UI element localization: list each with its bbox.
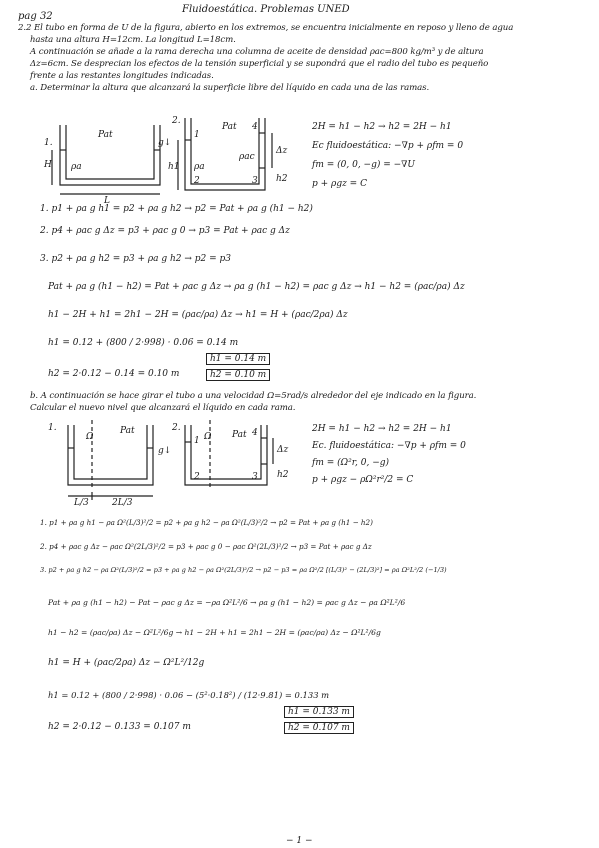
problem-line: 2.2 El tubo en forma de U de la figura, abierto en los extremos, se encuentra inicialmente en reposo y lleno de agua xyxy=(18,23,514,33)
equation: 2. p4 + ρac g Δz = p3 + ρac g 0 → p3 = Pat + ρac g Δz xyxy=(40,226,290,236)
fig-label: Pat xyxy=(98,130,113,140)
fig-label: 1 xyxy=(194,436,200,446)
problem-line: b. A continuación se hace girar el tubo a una velocidad Ω=5rad/s alrededor del eje indicado en la figura. xyxy=(30,391,477,401)
page-number: − 1 − xyxy=(286,836,313,846)
page-label: pag 32 xyxy=(18,11,53,22)
fig-number: 1. xyxy=(48,423,57,433)
fig-label: L/3 xyxy=(74,498,89,508)
fig-label: h2 xyxy=(277,470,289,480)
fig-label: g↓ xyxy=(158,138,172,148)
side-note: fm = (0, 0, −g) = −∇U xyxy=(312,160,416,170)
side-note: Ec fluidoestática: −∇p + ρfm = 0 xyxy=(312,141,464,151)
answer-box: h2 = 0.107 m xyxy=(284,722,354,734)
problem-line: hasta una altura H=12cm. La longitud L=18cm. xyxy=(30,35,236,45)
u-tube-figure-b1 xyxy=(68,425,153,485)
equation: h1 = H + (ρac/2ρa) Δz − Ω²L²/12g xyxy=(48,658,205,668)
problem-line: Δz=6cm. Se desprecian los efectos de la tensión superficial y se supondrá que el radio del tubo es pequeño xyxy=(30,59,489,69)
fig-label: 3 xyxy=(252,176,258,186)
side-note: Ec. fluidoestática: −∇p + ρfm = 0 xyxy=(312,441,466,451)
fig-number: 1. xyxy=(44,138,53,148)
fig-label: Pat xyxy=(222,122,237,132)
fig-label: Ω xyxy=(204,432,212,442)
equation: 1. p1 + ρa g h1 = p2 + ρa g h2 → p2 = Pat + ρa g (h1 − h2) xyxy=(40,204,313,214)
equation: 3. p2 + ρa g h2 = p3 + ρa g h2 → p2 = p3 xyxy=(40,254,232,264)
problem-line: A continuación se añade a la rama derecha una columna de aceite de densidad ρac=800 kg/m³ y de altura xyxy=(30,47,484,57)
equation: h2 = 2·0.12 − 0.14 = 0.10 m xyxy=(48,369,180,379)
equation: 1. p1 + ρa g h1 − ρa Ω²(L/3)²/2 = p2 + ρa g h2 − ρa Ω²(L/3)²/2 → p2 = Pat + ρa g (h1 − h2) xyxy=(40,518,373,527)
equation: h1 = 0.12 + (800 / 2·998) · 0.06 = 0.14 m xyxy=(48,338,239,348)
fig-label: ρa xyxy=(194,162,205,172)
equation: h1 = 0.12 + (800 / 2·998) · 0.06 − (5²·0.18²) / (12·9.81) = 0.133 m xyxy=(48,690,330,700)
problem-line: a. Determinar la altura que alcanzará la superficie libre del líquido en cada una de las ramas. xyxy=(30,83,430,93)
fig-label: g↓ xyxy=(158,446,172,456)
page-title: Fluidoestática. Problemas UNED xyxy=(182,4,350,15)
equation: h2 = 2·0.12 − 0.133 = 0.107 m xyxy=(48,722,191,732)
fig-label: Δz xyxy=(277,445,289,455)
side-note: p + ρgz = C xyxy=(312,179,367,189)
equation: Pat + ρa g (h1 − h2) − Pat − ρac g Δz = −ρa Ω²L²/6 → ρa g (h1 − h2) = ρac g Δz − ρa Ω²L²/6 xyxy=(48,598,406,607)
fig-label: Δz xyxy=(276,146,288,156)
side-note: p + ρgz − ρΩ²r²/2 = C xyxy=(312,475,414,485)
fig-label: 2 xyxy=(194,472,200,482)
equation: h1 − 2H + h1 = 2h1 − 2H = (ρac/ρa) Δz → h1 = H + (ρac/2ρa) Δz xyxy=(48,310,348,320)
equation: Pat + ρa g (h1 − h2) = Pat + ρac g Δz → ρa g (h1 − h2) = ρac g Δz → h1 − h2 = (ρac/ρa) Δz xyxy=(48,282,465,292)
fig-label: Ω xyxy=(86,432,94,442)
fig-label: H xyxy=(44,160,52,170)
fig-number: 2. xyxy=(172,116,181,126)
problem-line: frente a las restantes longitudes indicadas. xyxy=(30,71,214,81)
side-note: fm = (Ω²r, 0, −g) xyxy=(312,458,390,468)
fig-label: ρac xyxy=(239,152,255,162)
fig-label: ρa xyxy=(71,162,82,172)
fig-label: Pat xyxy=(232,430,247,440)
equation: 2. p4 + ρac g Δz − ρac Ω²(2L/3)²/2 = p3 + ρac g 0 − ρac Ω²(2L/3)²/2 → p3 = Pat + ρac g Δz xyxy=(40,542,372,551)
answer-box: h2 = 0.10 m xyxy=(206,369,270,381)
fig-label: 2 xyxy=(194,176,200,186)
problem-line: Calcular el nuevo nivel que alcanzará el líquido en cada rama. xyxy=(30,403,296,413)
side-note: 2H = h1 − h2 → h2 = 2H − h1 xyxy=(312,424,452,434)
fig-label: 3 xyxy=(252,472,258,482)
answer-box: h1 = 0.14 m xyxy=(206,353,270,365)
answer-box: h1 = 0.133 m xyxy=(284,706,354,718)
fig-label: 1 xyxy=(194,130,200,140)
fig-number: 2. xyxy=(172,423,181,433)
fig-label: L xyxy=(104,196,110,206)
fig-label: 4 xyxy=(252,122,258,132)
fig-label: 2L/3 xyxy=(112,498,133,508)
fig-label: h1 xyxy=(168,162,180,172)
side-note: 2H = h1 − h2 → h2 = 2H − h1 xyxy=(312,122,452,132)
equation: h1 − h2 = (ρac/ρa) Δz − Ω²L²/6g → h1 − 2H + h1 = 2h1 − 2H = (ρac/ρa) Δz − Ω²L²/6g xyxy=(48,628,381,637)
equation: 3. p2 + ρa g h2 − ρa Ω²(L/3)²/2 = p3 + ρa g h2 − ρa Ω²(2L/3)²/2 → p2 − p3 = ρa Ω²/2 [(L/3)² − (2L/3)²] = ρa Ω²L²/2 (−1/3) xyxy=(40,566,447,574)
fig-label: Pat xyxy=(120,426,135,436)
fig-label: h2 xyxy=(276,174,288,184)
fig-label: 4 xyxy=(252,428,258,438)
